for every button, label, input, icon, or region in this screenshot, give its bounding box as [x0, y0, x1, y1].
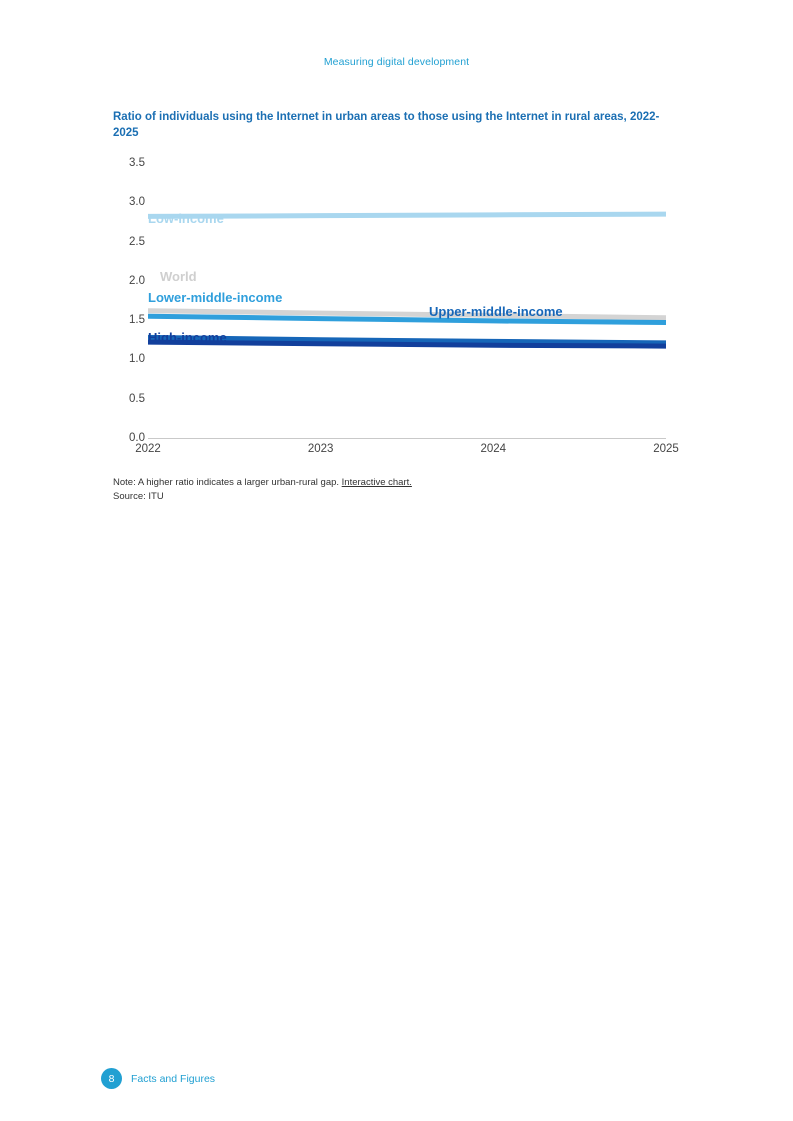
- x-axis-line: [148, 438, 666, 439]
- interactive-chart-link[interactable]: Interactive chart.: [341, 477, 412, 488]
- page-footer: [101, 1068, 215, 1089]
- footer-label: Facts and Figures: [131, 1072, 216, 1085]
- x-tick-label: 2023: [307, 443, 334, 455]
- y-tick-label: 1.5: [129, 314, 145, 327]
- x-tick-label: 2022: [135, 443, 161, 455]
- note-text: Note: A higher ratio indicates a larger urban-rural gap.: [113, 477, 342, 488]
- plot-area: [148, 163, 666, 438]
- series-line: [148, 214, 666, 216]
- x-tick-label: 2025: [653, 443, 679, 455]
- running-head: Measuring digital development: [323, 56, 470, 68]
- chart-container: [113, 155, 679, 475]
- chart-notes: [113, 476, 713, 504]
- y-tick-label: 3.0: [129, 196, 145, 209]
- series-label-lower-middle-income: Lower-middle-income: [148, 290, 283, 305]
- series-label-world: World: [160, 269, 197, 284]
- series-label-low-income: Low-income: [148, 211, 224, 226]
- page-number-badge: 8: [101, 1068, 122, 1089]
- source-line: Source: ITU: [113, 490, 164, 502]
- series-label-high-income: High-income: [148, 330, 227, 345]
- y-axis-labels: [113, 157, 145, 444]
- y-tick-label: 0.0: [129, 432, 145, 444]
- x-axis-labels: [135, 443, 679, 463]
- x-tick-label: 2024: [480, 443, 507, 455]
- note-line: [113, 476, 713, 490]
- y-tick-label: 1.0: [129, 353, 145, 366]
- y-tick-label: 2.0: [129, 274, 145, 287]
- chart-title: Ratio of individuals using the Internet in urban areas to those using the Internet in rural areas, 2022-2025: [113, 111, 660, 139]
- y-tick-label: 0.5: [129, 392, 145, 405]
- y-tick-label: 2.5: [129, 235, 145, 248]
- y-tick-label: 3.5: [129, 157, 145, 169]
- series-label-upper-middle-income: Upper-middle-income: [429, 304, 563, 319]
